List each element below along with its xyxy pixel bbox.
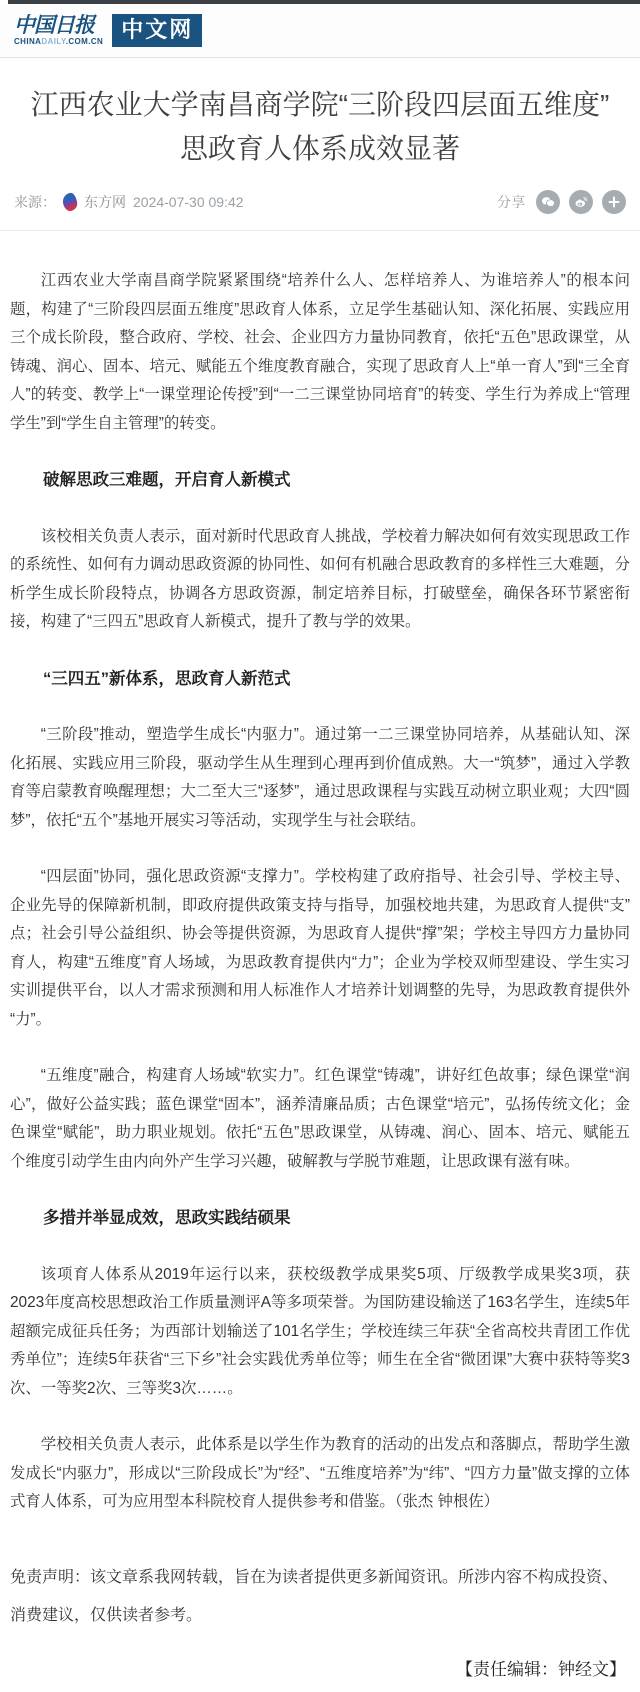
weibo-share-button[interactable] [569,190,593,214]
chinadaily-logo[interactable] [14,13,626,47]
article-meta-row [0,188,640,231]
article-paragraph: “四层面”协同，强化思政资源“支撑力”。学校构建了政府指导、社会引导、学校主导、企业先导的保障新机制，即政府提供政策支持与指导，加强校地共建，为思政育人提供“支”点；社会引导公益组织、协会等提供资源，为思政育人提供“撑”架；学校主导四方力量协同育人，构建“五维度”育人场域，为思政教育提供内“力”；企业为学校双师型建设、学生实习实训提供平台，以人才需求预测和用人标准作人才培养计划调整的先导，为思政教育提供外“力”。 [10,868,630,1028]
share-label: 分享 [497,194,525,210]
article-paragraph: “五维度”融合，构建育人场域“软实力”。红色课堂“铸魂”，讲好红色故事；绿色课堂“润心”，做好公益实践；蓝色课堂“固本”，涵养清廉品质；古色课堂“培元”，弘扬传统文化；金色课堂“赋能”，助力职业规划。依托“五色”思政课堂，从铸魂、润心、固本、培元、赋能五个维度引动学生由内向外产生学习兴趣，破解教与学脱节难题，让思政课有滋有味。 [10,1067,630,1170]
section-heading: 破解思政三难题，开启育人新模式 [43,471,291,489]
logo-domain-daily: DAILY [41,37,66,46]
publish-datetime: 2024-07-30 09:42 [133,194,244,210]
logo-site-label: 中文网 [112,14,202,47]
plus-icon [607,195,621,209]
article-paragraph: 该校相关负责人表示，面对新时代思政育人挑战，学校着力解决如何有效实现思政工作的系统性、如何有力调动思政资源的协同性、如何有机融合思政教育的多样性三大难题，分析学生成长阶段特点，协调各方思政资源，制定培养目标，打破壁垒，确保各环节紧密衔接，构建了“三四五”思政育人新模式，提升了教与学的效果。 [10,527,630,630]
logo-domain-text [14,37,103,47]
editor-credit: 【责任编辑：钟经文】 [456,1659,626,1679]
article-body [0,231,640,1517]
wechat-share-button[interactable] [536,190,560,214]
eastday-logo-icon [62,192,78,212]
disclaimer-text: 免责声明：该文章系我网转载，旨在为读者提供更多新闻资讯。所涉内容不构成投资、消费建议，仅供读者参考。 [10,1568,619,1624]
article-paragraph: 学校相关负责人表示，此体系是以学生作为教育的活动的出发点和落脚点，帮助学生激发成长“内驱力”，形成以“三阶段成长”为“经”、“五维度培养”为“纬”、“四方力量”做支撑的立体式育人体系，可为应用型本科院校育人提供参考和借鉴。（张杰 钟根佐） [10,1436,630,1510]
section-heading: 多措并举显成效，思政实践结硕果 [43,1209,291,1227]
source-block [14,192,244,212]
source-name[interactable]: 东方网 [84,194,126,210]
logo-domain-comcn: .COM.CN [65,37,104,46]
source-label: 来源： [14,194,56,210]
more-share-button[interactable] [602,190,626,214]
article-paragraph: 该项育人体系从2019年运行以来，获校级教学成果奖5项、厅级教学成果奖3项，获2023年度高校思想政治工作质量测评A等多项荣誉。为国防建设输送了163名学生，连续5年超额完成征兵任务；为西部计划输送了101名学生；学校连续三年获“全省高校共青团工作优秀单位”；连续5年获省“三下乡”社会实践优秀单位等；师生在全省“微团课”大赛中获特等奖3次、一等奖2次、三等奖3次……。 [10,1265,630,1397]
logo-domain-china: CHINA [14,37,42,46]
site-header [0,4,640,58]
logo-left-block [14,13,103,47]
article-paragraph: 江西农业大学南昌商学院紧紧围绕“培养什么人、怎样培养人、为谁培养人”的根本问题，构建了“三阶段四层面五维度”思政育人体系，立足学生基础认知、深化拓展、实践应用三个成长阶段，整合政府、学校、社会、企业四方力量协同教育，依托“五色”思政课堂，从铸魂、润心、固本、培元、赋能五个维度教育融合，实现了思政育人上“单一育人”到“三全育人”的转变、教学上“一课堂理论传授”到“一二三课堂协同培育”的转变、学生行为养成上“管理学生”到“学生自主管理”的转变。 [10,272,630,432]
wechat-icon [540,194,556,210]
share-block [497,190,626,214]
section-heading: “三四五”新体系，思政育人新范式 [43,669,291,688]
weibo-icon [573,194,589,210]
article-paragraph: “三阶段”推动，塑造学生成长“内驱力”。通过第一二三课堂协同培养，从基础认知、深化拓展、实践应用三阶段，驱动学生从生理到心理再到价值成熟。大一“筑梦”，通过入学教育等启蒙教育唤醒理想；大二至大三“逐梦”，通过思政课程与实践互动树立职业观；大四“圆梦”，依托“五个”基地开展实习等活动，实现学生与社会联结。 [10,726,630,829]
page-title: 江西农业大学南昌商学院“三阶段四层面五维度”思政育人体系成效显著 [30,89,610,164]
logo-cn-calligraphy: 中国日报 [14,12,94,37]
